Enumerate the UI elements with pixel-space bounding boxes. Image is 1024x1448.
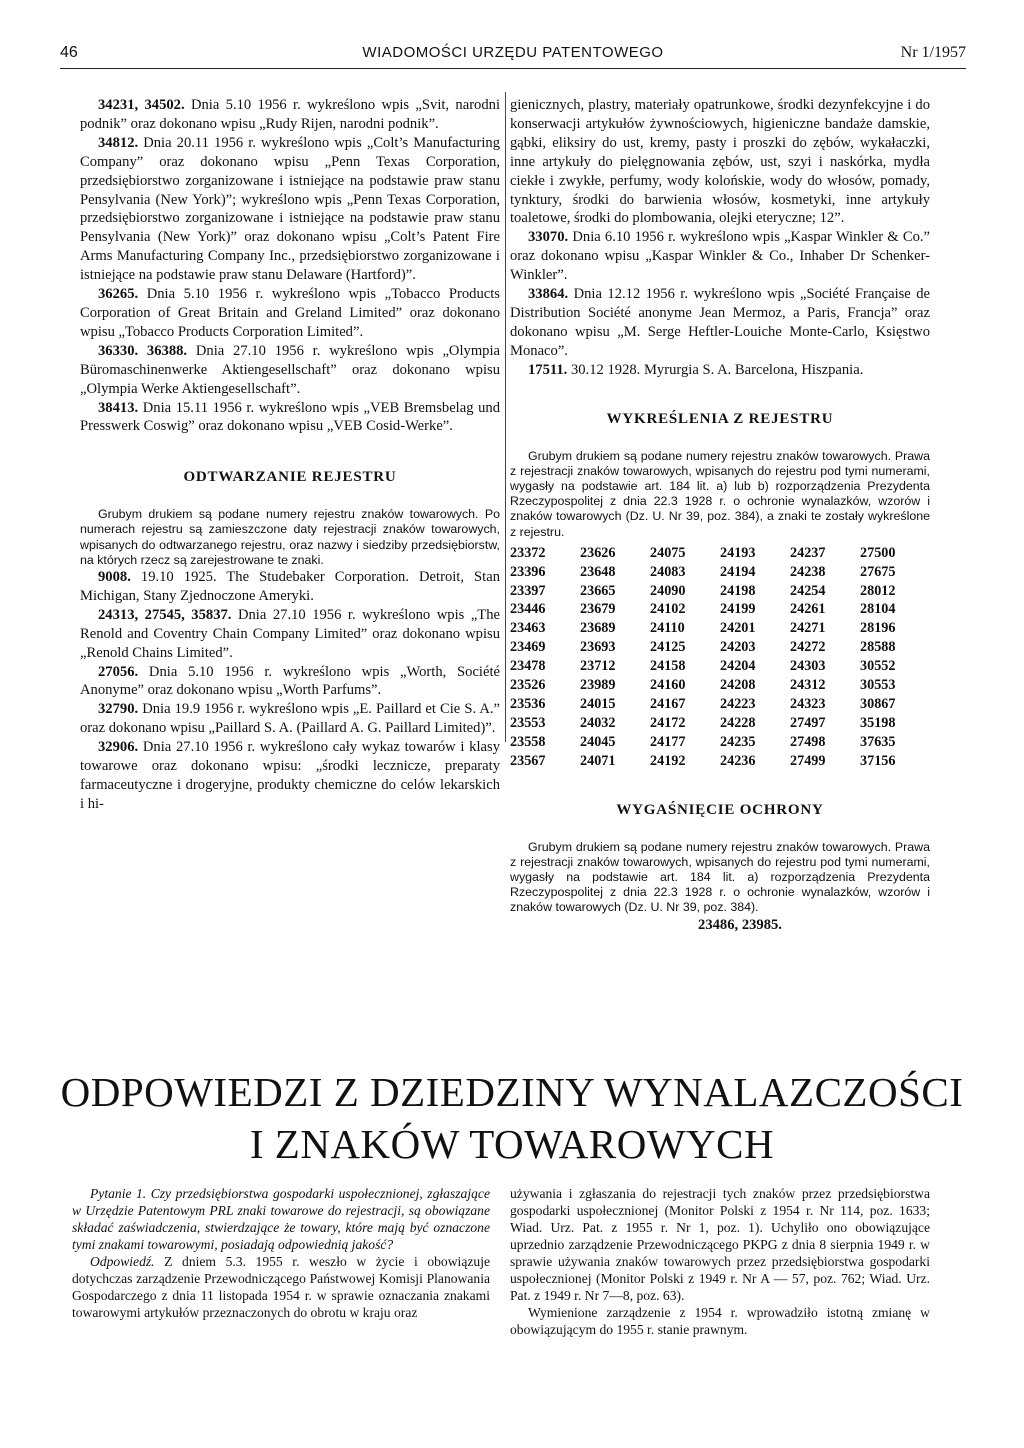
register-number-cell: 24090 — [650, 582, 686, 599]
register-number-cell: 24261 — [790, 601, 826, 618]
section-notice: Grubym drukiem są podane numery rejestru znaków towarowych. Prawa z rejestracji znaków towarowych, wpisanych do rejestru pod tymi numerami, wygasły na podstawie art. 184 lit. a) lub b) rozporządzenia Prezydenta Rzeczypospolitej z dnia 22.3 1928 r. o ochronie wynalazków, wzorów i znaków towarowych (Dz. U. Nr 39, poz. 384), a znaki te zostały wykreślone z rejestru. — [510, 448, 930, 539]
register-number-cell: 24208 — [720, 677, 756, 694]
register-number-cell: 27499 — [790, 752, 826, 769]
register-number-cell: 23469 — [510, 639, 546, 656]
register-number-cell: 23397 — [510, 582, 546, 599]
table-row — [510, 563, 930, 582]
entry-paragraph: 38413. Dnia 15.11 1956 r. wykreślono wpis „VEB Bremsbelag und Presswerk Coswig” oraz dokonano wpisu „VEB Cosid-Werke”. — [80, 399, 500, 435]
table-row — [510, 619, 930, 638]
continuation-paragraph: gienicznych, plastry, materiały opatrunkowe, środki dezynfekcyjne i do konserwacji artykułów żywnościowych, higieniczne bandaże damskie, gąbki, eliksiry do ust, kremy, pasty i proszki do zębów, wykałaczki, inne artykuły do pielęgnowania zębów, ust, szyi i naskórka, mydła ciekłe i zwykłe, perfumy, wody kolońskie, wody do włosów, pomady, tynktury, środki do barwienia włosów, kosmetyki, inne artykuły toaletowe, środki do plombowania, olejki eteryczne; 12”. — [510, 97, 930, 227]
register-number-cell: 24071 — [580, 752, 616, 769]
register-number-cell: 30867 — [860, 695, 896, 712]
journal-title: WIADOMOŚCI URZĘDU PATENTOWEGO — [362, 44, 664, 61]
register-number-cell: 37156 — [860, 752, 896, 769]
entry-paragraph: 36330. 36388. Dnia 27.10 1956 r. wykreślono wpis „Olympia Büromaschinenwerke Aktiengesellschaft” oraz dokonano wpisu „Olympia Werke Aktiengesellschaft”. — [80, 342, 501, 397]
main-heading-line-1: ODPOWIEDZI Z DZIEDZINY WYNALAZCZOŚCI — [60, 1069, 964, 1115]
register-number-cell: 24272 — [790, 639, 826, 656]
table-row — [510, 657, 930, 676]
entry-paragraph: 33864. Dnia 12.12 1956 r. wykreślono wpis „Société Française de Distribution Société anonyme Jean Mermoz, a Paris, Francja” oraz dokonano wpisu „M. Serge Heftler-Louiche Monte-Carlo, Księstwo Monaco”. — [510, 286, 930, 359]
register-number-cell: 27497 — [790, 714, 826, 731]
answer-continuation: używania i zgłaszania do rejestracji tych znaków przez przedsiębiorstwa gospodarki uspołecznionej (Monitor Polski z 1954 r. Nr 114, poz. 1633; Wiad. Urz. Pat. z 1955 r. Nr 1, poz. 1). Uchyliło ono obowiązujące uprzednio zarządzenie Przewodniczącego PKPG z dnia 8 sierpnia 1949 r. w sprawie używania znaków towarowych przez przedsiębiorstwa gospodarki uspołecznionej (Monitor Polski z 1949 r. Nr A — 57, poz. 762; Wiad. Urz. Pat. z 1949 r. Nr 7—8, poz. 63). — [510, 1186, 930, 1303]
register-number-cell: 24102 — [650, 601, 686, 618]
register-number-cell: 28012 — [860, 582, 896, 599]
register-number-cell: 23626 — [580, 544, 616, 561]
register-number-cell: 23553 — [510, 714, 546, 731]
register-number-cell: 23558 — [510, 733, 546, 750]
register-number-cell: 24125 — [650, 639, 686, 656]
right-column — [510, 96, 930, 934]
register-number-cell: 24312 — [790, 677, 826, 694]
question-label: Pytanie 1. — [90, 1186, 147, 1201]
left-column — [80, 96, 500, 814]
register-number-cell: 24271 — [790, 620, 826, 637]
entry-paragraph: 9008. 19.10 1925. The Studebaker Corporation. Detroit, Stan Michigan, Stany Zjednoczone Ameryki. — [80, 569, 500, 604]
table-row — [510, 714, 930, 733]
register-number-cell: 23693 — [580, 639, 616, 656]
register-number-cell: 23648 — [580, 563, 616, 580]
register-number-cell: 27500 — [860, 544, 896, 561]
question-text: Czy przedsiębiorstwa gospodarki uspołecznionej, zgłaszające w Urzędzie Patentowym PRL znaki towarowe do rejestracji, są obowiązane składać zaświadczenia, stwierdzające że towary, które mają być oznaczone tymi znakami towarowymi, posiadają odpowiednią jakość? — [72, 1186, 490, 1252]
register-number-cell: 24201 — [720, 620, 756, 637]
register-number-cell: 24032 — [580, 714, 616, 731]
entry-paragraph: 32906. Dnia 27.10 1956 r. wykreślono cały wykaz towarów i klasy towarowe oraz dokonano wpisu: „środki lecznicze, preparaty farmaceutyczne i drogeryjne, produkty chemiczne do celów lekarskich i hi- — [80, 739, 500, 812]
running-header — [60, 38, 966, 69]
register-number-cell: 24177 — [650, 733, 686, 750]
register-number-cell: 27675 — [860, 563, 896, 580]
table-row — [510, 733, 930, 752]
section-title-wykreslenia: WYKREŚLENIA Z REJESTRU — [606, 410, 834, 427]
register-number-cell: 23526 — [510, 677, 546, 694]
register-number-cell: 23536 — [510, 695, 546, 712]
table-row — [510, 544, 930, 563]
register-number-cell: 24223 — [720, 695, 756, 712]
expired-register-numbers: 23486, 23985. — [698, 916, 782, 933]
register-number-cell: 24198 — [720, 582, 756, 599]
register-number-cell: 24160 — [650, 677, 686, 694]
entry-paragraph: 32790. Dnia 19.9 1956 r. wykreślono wpis „E. Paillard et Cie S. A.” oraz dokonano wpisu „Paillard S. A. (Paillard A. G. Paillard Limited)”. — [80, 701, 500, 737]
register-number-cell: 23989 — [580, 677, 616, 694]
register-number-cell: 23478 — [510, 658, 546, 675]
answer-paragraph — [72, 1253, 490, 1321]
issue-number: Nr 1/1957 — [900, 44, 966, 61]
qa-left-column — [72, 1185, 490, 1321]
table-row — [510, 676, 930, 695]
register-number-cell: 24236 — [720, 752, 756, 769]
entry-paragraph: 24313, 27545, 35837. Dnia 27.10 1956 r. wykreślono wpis „The Renold and Coventry Chain Company Limited” oraz dokonano wpisu „Renold Chains Limited”. — [80, 606, 500, 661]
register-number-cell: 24203 — [720, 639, 756, 656]
register-number-cell: 24045 — [580, 733, 616, 750]
column-divider — [505, 92, 506, 742]
register-number-table — [510, 544, 930, 771]
register-number-cell: 28196 — [860, 620, 896, 637]
answer-label: Odpowiedź. — [90, 1254, 155, 1269]
table-row — [510, 752, 930, 771]
section-notice: Grubym drukiem są podane numery rejestru znaków towarowych. Po numerach rejestru są zamieszczone daty rejestracji znaków towarowych, wpisanych do odtwarzanego rejestru, oraz nazwy i siedziby przedsiębiorstw, na których rzecz są zarejestrowane te znaki. — [80, 507, 500, 567]
table-row — [510, 638, 930, 657]
entry-paragraph: 34812. Dnia 20.11 1956 r. wykreślono wpis „Colt’s Manufacturing Company” oraz dokonano wpisu „Penn Texas Corporation, przedsiębiorstwo zorganizowane i istniejące na podstawie praw stanu Pensylvania (New York)”; wykreślono wpis „Penn Texas Corporation, przedsiębiorstwo zorganizowane i istniejące na podstawie praw stanu Pensylvania (New York)” oraz dokonano wpisu „Colt’s Patent Fire Arms Manufacturing Company Inc., przedsiębiorstwo zorganizowane i istniejące na podstawie praw stanu Delaware (Hartford)”. — [80, 134, 500, 284]
register-number-cell: 30553 — [860, 677, 896, 694]
register-number-cell: 28104 — [860, 601, 896, 618]
entry-paragraph: 33070. Dnia 6.10 1956 r. wykreślono wpis „Kaspar Winkler & Co.” oraz dokonano wpisu „Kaspar Winkler & Co., Inhaber Dr Schenker-Winkler”. — [510, 229, 930, 284]
register-number-cell: 23372 — [510, 544, 546, 561]
section-notice: Grubym drukiem są podane numery rejestru znaków towarowych. Prawa z rejestracji znaków towarowych, wpisanych do rejestru pod tymi numerami, wygasły na podstawie art. 184 lit. a) rozporządzenia Prezydenta Rzeczypospolitej z dnia 22.3 1928 r. o ochronie wynalazków, wzorów i znaków towarowych (Dz. U. Nr 39, poz. 384). — [510, 839, 930, 915]
page-number: 46 — [60, 44, 78, 61]
register-number-cell: 23665 — [580, 582, 616, 599]
main-heading-line-2: I ZNAKÓW TOWAROWYCH — [249, 1121, 775, 1167]
register-number-cell: 23679 — [580, 601, 616, 618]
register-number-cell: 23712 — [580, 658, 616, 675]
register-number-cell: 24228 — [720, 714, 756, 731]
register-number-cell: 24303 — [790, 658, 826, 675]
register-number-cell: 27498 — [790, 733, 826, 750]
register-number-cell: 24237 — [790, 544, 826, 561]
register-number-cell: 28588 — [860, 639, 896, 656]
section-title-odtwarzanie: ODTWARZANIE REJESTRU — [183, 469, 397, 486]
register-number-cell: 24238 — [790, 563, 826, 580]
register-number-cell: 24323 — [790, 695, 826, 712]
register-number-cell: 23396 — [510, 563, 546, 580]
entry-paragraph: 36265. Dnia 5.10 1956 r. wykreślono wpis „Tobacco Products Corporation of Great Britain and Greland Limited” oraz dokonano wpisu „Tobacco Products Corporation Limited”. — [80, 286, 500, 340]
register-number-cell: 37635 — [860, 733, 896, 750]
entry-paragraph: 34231, 34502. Dnia 5.10 1956 r. wykreślono wpis „Svit, narodni podnik” oraz dokonano wpisu „Rudy Rijen, narodni podnik”. — [80, 97, 500, 132]
register-number-cell: 24083 — [650, 563, 686, 580]
qa-right-column — [510, 1185, 930, 1338]
register-number-cell: 24172 — [650, 714, 686, 731]
entry-paragraph: 17511. 30.12 1928. Myrurgia S. A. Barcelona, Hiszpania. — [528, 361, 864, 378]
register-number-cell: 24015 — [580, 695, 616, 712]
table-row — [510, 582, 930, 601]
entry-paragraph: 27056. Dnia 5.10 1956 r. wykreślono wpis „Worth, Société Anonyme” oraz dokonano wpisu „Worth Parfums”. — [80, 663, 500, 699]
table-row — [510, 600, 930, 619]
register-number-cell: 24254 — [790, 582, 826, 599]
register-number-cell: 24204 — [720, 658, 756, 675]
register-number-cell: 24110 — [650, 620, 685, 637]
register-number-cell: 24193 — [720, 544, 756, 561]
register-number-cell: 24167 — [650, 695, 686, 712]
register-number-cell: 24192 — [650, 752, 686, 769]
register-number-cell: 23446 — [510, 601, 546, 618]
question-paragraph — [72, 1185, 490, 1253]
register-number-cell: 30552 — [860, 658, 896, 675]
register-number-cell: 24235 — [720, 733, 756, 750]
register-number-cell: 24158 — [650, 658, 686, 675]
answer-text: Z dniem 5.3. 1955 r. weszło w życie i obowiązuje dotychczas zarządzenie Przewodniczącego Państwowej Komisji Planowania Gospodarczego z dnia 11 listopada 1954 r. w sprawie oznaczania znakami towarowymi artykułów przeznaczonych do obrotu w kraju oraz — [72, 1254, 490, 1320]
register-number-cell: 23689 — [580, 620, 616, 637]
section-title-wygasniecie: WYGAŚNIĘCIE OCHRONY — [616, 801, 824, 818]
register-number-cell: 24199 — [720, 601, 756, 618]
register-number-cell: 24194 — [720, 563, 756, 580]
table-row — [510, 695, 930, 714]
register-number-cell: 23463 — [510, 620, 546, 637]
register-number-cell: 35198 — [860, 714, 896, 731]
register-number-cell: 23567 — [510, 752, 546, 769]
register-number-cell: 24075 — [650, 544, 686, 561]
answer-paragraph: Wymienione zarządzenie z 1954 r. wprowadziło istotną zmianę w obowiązującym do 1955 r. stanie prawnym. — [510, 1305, 930, 1337]
